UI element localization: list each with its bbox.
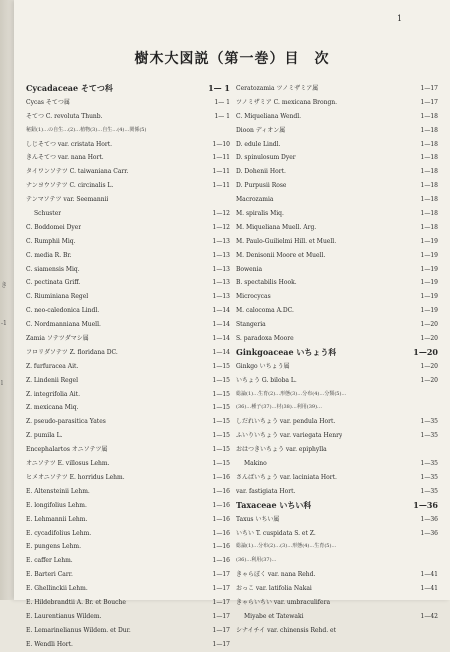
entry-name: E. caffer Lehm. — [26, 557, 73, 565]
entry-page: 1—12 — [212, 223, 230, 231]
entry-name: M. spiralis Miq. — [236, 210, 284, 218]
toc-entry — [236, 249, 438, 263]
entry-name: C. media R. Br. — [26, 251, 72, 259]
toc-entry — [236, 610, 438, 624]
entry-name: C. Riuminiana Regel — [26, 293, 89, 301]
toc-entry — [236, 429, 438, 443]
entry-page: 1—18 — [420, 154, 438, 162]
entry-page: 1—15 — [212, 404, 230, 412]
entry-name: いちょう G. biloba L. — [236, 376, 297, 384]
toc-entry — [236, 304, 438, 318]
entry-page: 1—14 — [212, 335, 230, 343]
toc-entry — [236, 207, 438, 221]
toc-entry — [26, 276, 230, 290]
toc-entry — [26, 221, 230, 235]
entry-name: M. Denisonii Moore et Muell. — [236, 251, 326, 259]
toc-entry — [236, 443, 438, 457]
entry-name: D. Dohenii Hort. — [236, 168, 286, 176]
toc-entry — [236, 457, 438, 471]
toc-family-entry — [236, 346, 438, 360]
toc-entry — [236, 485, 438, 499]
toc-entry — [26, 374, 230, 388]
entry-name: Z. furfuracea Ait. — [26, 362, 79, 370]
entry-name: C. Boddomei Dyer — [26, 223, 82, 231]
toc-entry — [26, 151, 230, 165]
toc-entry — [26, 527, 230, 541]
entry-page: 1—19 — [420, 265, 438, 273]
entry-name: E. Laurentianus Wildem. — [26, 612, 102, 620]
entry-name: Encephalartos オニソテツ属 — [26, 446, 108, 454]
entry-page: 1—17 — [212, 626, 230, 634]
toc-entry — [26, 582, 230, 596]
entry-name: Ginkgoaceae いちょう科 — [236, 346, 337, 357]
toc-entry — [26, 624, 230, 638]
entry-name: ツノミザミア C. mexicana Brongn. — [236, 98, 338, 106]
toc-entry — [26, 179, 230, 193]
entry-name: Cycadaceae そてつ科 — [26, 83, 113, 93]
entry-page: 1—35 — [420, 432, 438, 440]
toc-note-line — [236, 388, 438, 402]
entry-page: 1—19 — [420, 293, 438, 301]
entry-page: 1—15 — [212, 390, 230, 398]
page-title: 樹木大図説（第一巻）目 次 — [134, 51, 330, 67]
toc-entry — [26, 110, 230, 124]
toc-entry — [236, 624, 438, 638]
entry-page: 1—36 — [420, 529, 438, 537]
entry-page: 1—16 — [212, 515, 230, 523]
toc-entry — [236, 151, 438, 165]
entry-name: しじそてつ var. cristata Hort. — [26, 140, 113, 148]
toc-entry — [236, 596, 438, 610]
toc-family-entry — [26, 82, 230, 96]
entry-page: 1—20 — [420, 335, 438, 343]
entry-name: シナイチイ var. chinensis Rehd. et — [236, 626, 337, 634]
toc-entry — [26, 263, 230, 277]
entry-name: Ceratozamia ツノミザミア属 — [236, 85, 319, 92]
entry-name: テンマソテツ var. Seemannii — [26, 196, 109, 204]
toc-entry — [26, 638, 230, 652]
entry-name: C. Nordmanniana Muell. — [26, 321, 101, 329]
toc-entry — [26, 235, 230, 249]
entry-name: C. Miqueliana Wendl. — [236, 112, 302, 120]
toc-entry — [236, 318, 438, 332]
toc-entry — [26, 207, 230, 221]
entry-page: 1—19 — [420, 251, 438, 259]
entry-page: 1—11 — [212, 154, 230, 162]
toc-entry — [26, 596, 230, 610]
toc-note-line — [236, 554, 438, 568]
toc-entry — [26, 96, 230, 110]
entry-name: Microcycas — [236, 293, 271, 301]
toc-entry — [26, 485, 230, 499]
entry-page: 1—41 — [420, 585, 438, 593]
toc-entry — [26, 388, 230, 402]
entry-name: しだれいちょう var. pendula Hort. — [236, 418, 336, 426]
entry-page: 1—14 — [212, 307, 230, 315]
entry-page: 1—18 — [420, 126, 438, 134]
entry-name: D. Purpusii Rose — [236, 182, 287, 190]
entry-name: M. Paulo-Guilielmi Hill. et Muell. — [236, 237, 337, 245]
entry-name: M. calocoma A.DC. — [236, 307, 294, 315]
entry-page: 1—18 — [420, 196, 438, 204]
entry-page: 1—42 — [420, 612, 438, 620]
toc-entry — [26, 554, 230, 568]
entry-name: E. pungens Lehm. — [26, 543, 82, 551]
entry-name: Z. mexicana Miq. — [26, 404, 79, 412]
entry-name: C. pectinata Griff. — [26, 279, 81, 287]
entry-name: E. Lemarinelianus Wildem. et Dur. — [26, 626, 131, 634]
entry-page: 1—13 — [212, 293, 230, 301]
entry-page: 1—14 — [212, 348, 230, 356]
edge-mark: l — [1, 380, 3, 387]
entry-page: 1—35 — [420, 460, 438, 468]
entry-page: 1—16 — [212, 543, 230, 551]
entry-page: 1—17 — [212, 612, 230, 620]
entry-page: 1—18 — [420, 182, 438, 190]
toc-entry — [236, 471, 438, 485]
toc-entry — [236, 374, 438, 388]
entry-page: 1—17 — [212, 640, 230, 648]
entry-page: 1—20 — [420, 362, 438, 370]
entry-page: 1—11 — [212, 182, 230, 190]
entry-name: E. Hildebrandtii A. Br. et Bouche — [26, 598, 126, 606]
entry-name: E. Barteri Carr. — [26, 571, 73, 579]
entry-name: ナンヨウソテツ C. circinalis L. — [26, 182, 114, 190]
entry-name: E. Ghellinckii Lehm. — [26, 585, 88, 593]
entry-page: 1—18 — [420, 112, 438, 120]
entry-page: 1—20 — [413, 346, 438, 357]
entry-name: E. cycadifolius Lehm. — [26, 529, 92, 537]
entry-name: Miyabe et Tatewaki — [244, 612, 304, 620]
entry-name: Bowenia — [236, 265, 263, 273]
entry-page: 1—15 — [212, 418, 230, 426]
entry-page: 1—20 — [420, 321, 438, 329]
entry-page: 1—35 — [420, 487, 438, 495]
entry-name: ふいりいちょう var. variegata Henry — [236, 432, 343, 440]
toc-entry — [26, 513, 230, 527]
entry-name: Dioon ディオン属 — [236, 126, 286, 134]
toc-entry — [236, 415, 438, 429]
entry-name: M. Miqueliana Muell. Arg. — [236, 223, 317, 231]
toc-entry — [26, 138, 230, 152]
toc-note-line — [236, 401, 438, 415]
toc-entry — [236, 96, 438, 110]
entry-page: 1—18 — [420, 223, 438, 231]
toc-entry — [26, 540, 230, 554]
entry-page: 1—14 — [212, 321, 230, 329]
toc-entry — [236, 568, 438, 582]
toc-note-line — [26, 124, 230, 138]
entry-name: 総論(1)…分布(2)…(3)…形態(4)…生育(5)… — [236, 543, 337, 550]
entry-page: 1—35 — [420, 418, 438, 426]
adjacent-page-edge — [0, 0, 14, 600]
entry-page: 1—36 — [420, 515, 438, 523]
entry-name: E. Altensteinii Lehm. — [26, 487, 90, 495]
entry-name: (36)…利用(37)… — [236, 557, 277, 564]
entry-page: 1—17 — [420, 98, 438, 106]
toc-entry — [236, 138, 438, 152]
toc-entry — [236, 360, 438, 374]
entry-page: 1—10 — [212, 140, 230, 148]
entry-name: Cycas そてつ属 — [26, 98, 70, 106]
toc-entry — [236, 582, 438, 596]
toc-entry — [26, 401, 230, 415]
book-page — [14, 0, 450, 648]
toc-entry — [26, 290, 230, 304]
toc-entry — [236, 332, 438, 346]
toc-family-entry — [236, 499, 438, 513]
entry-page: 1—35 — [420, 473, 438, 481]
entry-name: B. spectabilis Hook. — [236, 279, 297, 287]
entry-page: 1—16 — [212, 473, 230, 481]
entry-name: C. siamensis Miq. — [26, 265, 80, 273]
entry-page: 1—16 — [212, 557, 230, 565]
entry-page: 1—15 — [212, 432, 230, 440]
toc-entry — [26, 193, 230, 207]
entry-page: 1—13 — [212, 251, 230, 259]
entry-page: 1—15 — [212, 460, 230, 468]
entry-name: Ginkgo いちょう属 — [236, 362, 290, 370]
entry-name: Z. pumila L. — [26, 432, 63, 440]
toc-entry — [236, 193, 438, 207]
entry-name: いちい T. cuspidata S. et Z. — [236, 529, 316, 537]
toc-entry — [26, 471, 230, 485]
entry-name: E. Wendli Hort. — [26, 640, 73, 648]
entry-name: C. neo-caledonica Lindl. — [26, 307, 100, 315]
entry-page: 1—19 — [420, 279, 438, 287]
entry-name: Taxus いちい属 — [236, 515, 280, 523]
entry-page: 1—36 — [413, 499, 438, 510]
entry-page: 1—16 — [212, 487, 230, 495]
entry-name: オニソテツ E. villosus Lehm. — [26, 460, 110, 468]
entry-page: 1—15 — [212, 376, 230, 384]
entry-page: 1—41 — [420, 571, 438, 579]
entry-name: Z. integrifolia Ait. — [26, 390, 80, 398]
entry-name: フロリダソテツ Z. floridana DC. — [26, 348, 118, 356]
entry-name: そてつ C. revoluta Thunb. — [26, 112, 103, 120]
entry-name: Stangeria — [236, 321, 266, 329]
entry-name: Zamia ソテツダマシ属 — [26, 335, 89, 343]
entry-page: 1—17 — [212, 571, 230, 579]
entry-page: 1—13 — [212, 237, 230, 245]
entry-name: 秘鈕(1)…の自生…(2)…植物(3)…自生…(4)…関係(5) — [26, 126, 147, 133]
toc-entry — [26, 360, 230, 374]
entry-page: 1—19 — [420, 237, 438, 245]
entry-page: 1—15 — [212, 446, 230, 454]
toc-entry — [26, 415, 230, 429]
entry-name: D. edule Lindl. — [236, 140, 281, 148]
edge-mark: -1 — [1, 320, 7, 327]
entry-page: 1—16 — [212, 501, 230, 509]
toc-right-column — [236, 82, 438, 638]
entry-page: 1—17 — [212, 585, 230, 593]
toc-entry — [236, 165, 438, 179]
toc-entry — [236, 263, 438, 277]
entry-name: Z. pseudo-parasitica Yates — [26, 418, 106, 426]
entry-name: おはつきいちょう var. epiphylla — [236, 446, 327, 454]
entry-page: 1—15 — [212, 362, 230, 370]
entry-name: おっこ var. latifolia Nakai — [236, 585, 312, 593]
toc-entry — [26, 332, 230, 346]
toc-entry — [26, 610, 230, 624]
toc-entry — [236, 124, 438, 138]
entry-name: S. paradoxa Moore — [236, 335, 294, 343]
entry-page: 1—17 — [212, 598, 230, 606]
toc-entry — [26, 429, 230, 443]
entry-page: 1—18 — [420, 140, 438, 148]
entry-page: 1—13 — [212, 265, 230, 273]
entry-page: 1— 1 — [214, 112, 230, 120]
entry-name: Taxaceae いちい科 — [236, 499, 312, 510]
toc-note-line — [236, 540, 438, 554]
toc-entry — [26, 457, 230, 471]
entry-name: きゃらぼく var. nana Rehd. — [236, 571, 316, 579]
entry-name: var. fastigiata Hort. — [236, 487, 296, 495]
entry-name: (36)…種子(37)…材(38)…利用(39)… — [236, 404, 323, 411]
toc-entry — [26, 165, 230, 179]
entry-name: きゃらいちい var. umbraculifera — [236, 598, 331, 606]
entry-name: Schuster — [34, 210, 62, 218]
entry-name: タイワンソテツ C. taiwaniana Carr. — [26, 168, 129, 176]
toc-entry — [236, 82, 438, 96]
entry-name: さんばいちょう var. laciniata Hort. — [236, 473, 337, 481]
toc-entry — [236, 513, 438, 527]
toc-entry — [236, 276, 438, 290]
toc-entry — [236, 179, 438, 193]
toc-entry — [26, 318, 230, 332]
toc-entry — [236, 235, 438, 249]
toc-entry — [26, 304, 230, 318]
entry-name: 総論(1)…生育(2)…形態(3)…分布(4)…分類(5)… — [236, 390, 347, 397]
entry-page: 1—18 — [420, 168, 438, 176]
toc-entry — [26, 443, 230, 457]
entry-name: ヒメオニソテツ E. horridus Lehm. — [26, 473, 125, 481]
toc-entry — [26, 346, 230, 360]
toc-left-column — [26, 82, 230, 652]
toc-entry — [26, 249, 230, 263]
entry-page: 1—13 — [212, 279, 230, 287]
entry-name: E. Lehmannii Lehm. — [26, 515, 88, 523]
entry-page: 1—19 — [420, 307, 438, 315]
toc-entry — [26, 499, 230, 513]
entry-page: 1—16 — [212, 529, 230, 537]
entry-name: Macrozamia — [236, 196, 274, 204]
entry-name: E. longifolius Lehm. — [26, 501, 87, 509]
entry-page: 1— 1 — [214, 98, 230, 106]
page-number: 1 — [397, 14, 403, 23]
toc-entry — [236, 221, 438, 235]
entry-name: Makino — [244, 460, 267, 468]
entry-page: 1—12 — [212, 210, 230, 218]
entry-page: 1—11 — [212, 168, 230, 176]
toc-entry — [236, 110, 438, 124]
entry-page: 1—18 — [420, 210, 438, 218]
entry-name: Z. Lindenii Regel — [26, 376, 79, 384]
edge-mark: き — [1, 282, 8, 289]
entry-page: 1—17 — [420, 85, 438, 92]
toc-entry — [236, 290, 438, 304]
entry-name: C. Rumphii Miq. — [26, 237, 76, 245]
entry-name: D. spinulosum Dyer — [236, 154, 296, 162]
entry-page: 1—20 — [420, 376, 438, 384]
entry-page: 1— 1 — [208, 83, 230, 93]
toc-entry — [26, 568, 230, 582]
toc-entry — [236, 527, 438, 541]
entry-name: きんそてつ var. nana Hort. — [26, 154, 104, 162]
